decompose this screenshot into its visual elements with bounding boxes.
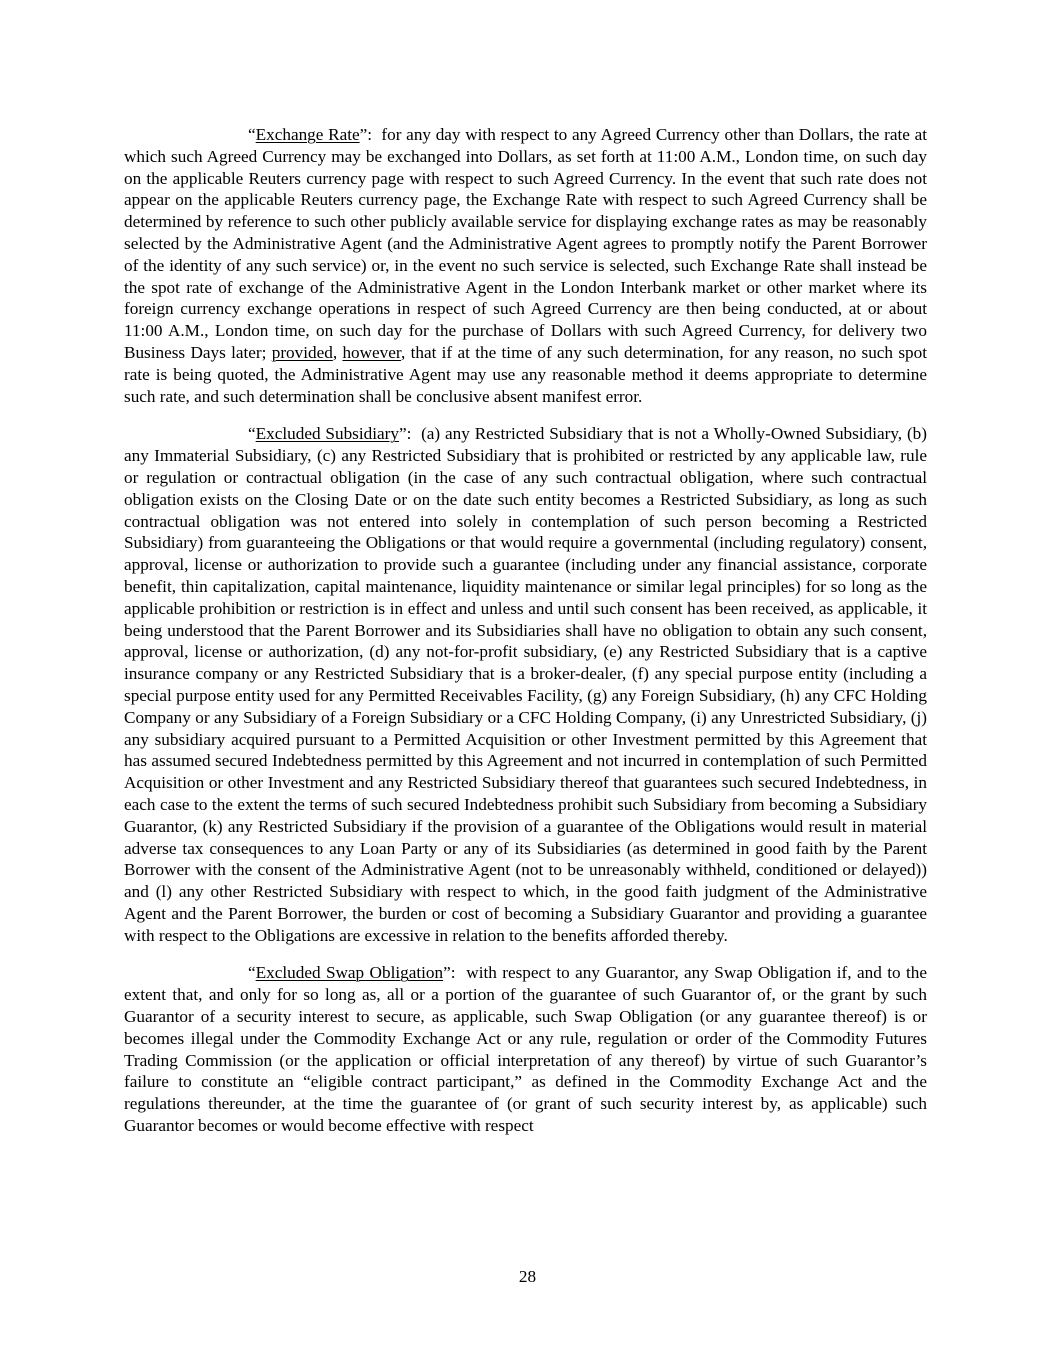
- definition-excluded-swap-obligation: [124, 962, 932, 1136]
- definition-exchange-rate: [124, 124, 932, 407]
- open-quote: “: [248, 424, 256, 444]
- separator: ,: [332, 342, 343, 362]
- definition-body: (a) any Restricted Subsidiary that is not a Wholly-Owned Subsidiary, (b) any Immaterial Subsidiary, (c) any Restricted Subsidiary that is prohibited or restricted by any applicable law, rule or regulation or contractual obligation (in the case of any such contractual obligation, where such contractual obligation exists on the Closing Date or on the date such entity becomes a Restricted Subsidiary, as long as such contractual obligation was not entered into solely in contemplation of such person becoming a Restricted Subsidiary) from guaranteeing the Obligations or that would require a governmental (including regulatory) consent, approval, license or authorization to provide such a guarantee (including under any financial assistance, corporate benefit, thin capitalization, capital maintenance, liquidity maintenance or similar legal principles) for so long as the applicable prohibition or restriction is in effect and unless and until such consent has been received, as applicable, it being understood that the Parent Borrower and its Subsidiaries shall have no obligation to obtain any such consent, approval, license or authorization, (d) any not-for-profit subsidiary, (e) any Restricted Subsidiary that is a captive insurance company or any Restricted Subsidiary that is a broker-dealer, (f) any special purpose entity (including a special purpose entity used for any Permitted Receivables Facility, (g) any Foreign Subsidiary, (h) any CFC Holding Company or any Subsidiary of a Foreign Subsidiary or a CFC Holding Company, (i) any Unrestricted Subsidiary, (j) any subsidiary acquired pursuant to a Permitted Acquisition or other Investment permitted by this Agreement that has assumed secured Indebtedness permitted by this Agreement and not incurred in contemplation of such Permitted Acquisition or other Investment and any Restricted Subsidiary thereof that guarantees such secured Indebtedness, in each case to the extent the terms of such secured Indebtedness prohibit such Subsidiary from becoming a Subsidiary Guarantor, (k) any Restricted Subsidiary if the provision of a guarantee of the Obligations would result in material adverse tax consequences to any Loan Party or any of its Subsidiaries (as determined in good faith by the Parent Borrower with the consent of the Administrative Agent (not to be unreasonably withheld, conditioned or delayed)) and (l) any other Restricted Subsidiary with respect to which, in the good faith judgment of the Administrative Agent and the Parent Borrower, the burden or cost of becoming a Subsidiary Guarantor and providing a guarantee with respect to the Obligations are excessive in relation to the benefits afforded thereby.: [124, 424, 932, 945]
- close-quote: ”:: [359, 125, 373, 144]
- definition-excluded-subsidiary: [124, 423, 932, 946]
- definition-body: for any day with respect to any Agreed Currency other than Dollars, the rate at which such Agreed Currency may be exchanged into Dollars, as set forth at 11:00 A.M., London time, on such day on the applicable Reuters currency page with respect to such Agreed Currency. In the event that such rate does not appear on the applicable Reuters currency page, the Exchange Rate with respect to such Agreed Currency shall be determined by reference to such other publicly available service for displaying exchange rates as may be reasonably selected by the Administrative Agent (and the Administrative Agent agrees to promptly notify the Parent Borrower of the identity of any such service) or, in the event no such service is selected, such Exchange Rate shall instead be the spot rate of exchange of the Administrative Agent in the London Interbank market or other market where its foreign currency exchange operations in respect of such Agreed Currency are then being conducted, at or about 11:00 A.M., London time, on such day for the purchase of Dollars with such Agreed Currency, for delivery two Business Days later;: [124, 125, 932, 362]
- close-quote: ”:: [398, 424, 412, 444]
- emphasis-provided: provided: [271, 342, 333, 362]
- page-number: 28: [518, 1267, 537, 1286]
- open-quote: “: [248, 963, 256, 983]
- close-quote: ”:: [443, 963, 456, 983]
- defined-term: Excluded Swap Obligation: [255, 963, 444, 983]
- defined-term: Excluded Subsidiary: [255, 424, 399, 444]
- document-page: [124, 124, 932, 1153]
- emphasis-however: however: [342, 342, 401, 362]
- definition-body: with respect to any Guarantor, any Swap Obligation if, and to the extent that, and only for so long as, all or a portion of the guarantee of such Guarantor of, or the grant by such Guarantor of a security interest to secure, as applicable, such Swap Obligation (or any guarantee thereof) is or becomes illegal under the Commodity Exchange Act or any rule, regulation or order of the Commodity Futures Trading Commission (or the application or official interpretation of any thereof) by virtue of such Guarantor’s failure to constitute an “eligible contract participant,” as defined in the Commodity Exchange Act and the regulations thereunder, at the time the guarantee of (or grant of such security interest by, as applicable) such Guarantor becomes or would become effective with respect: [124, 963, 932, 1136]
- open-quote: “: [248, 125, 256, 144]
- defined-term: Exchange Rate: [255, 125, 360, 144]
- definition-body-continued: , that if at the time of any such determination, for any reason, no such spot rate is being quoted, the Administrative Agent may use any reasonable method it deems appropriate to determine such rate, and such determination shall be conclusive absent manifest error.: [124, 342, 928, 406]
